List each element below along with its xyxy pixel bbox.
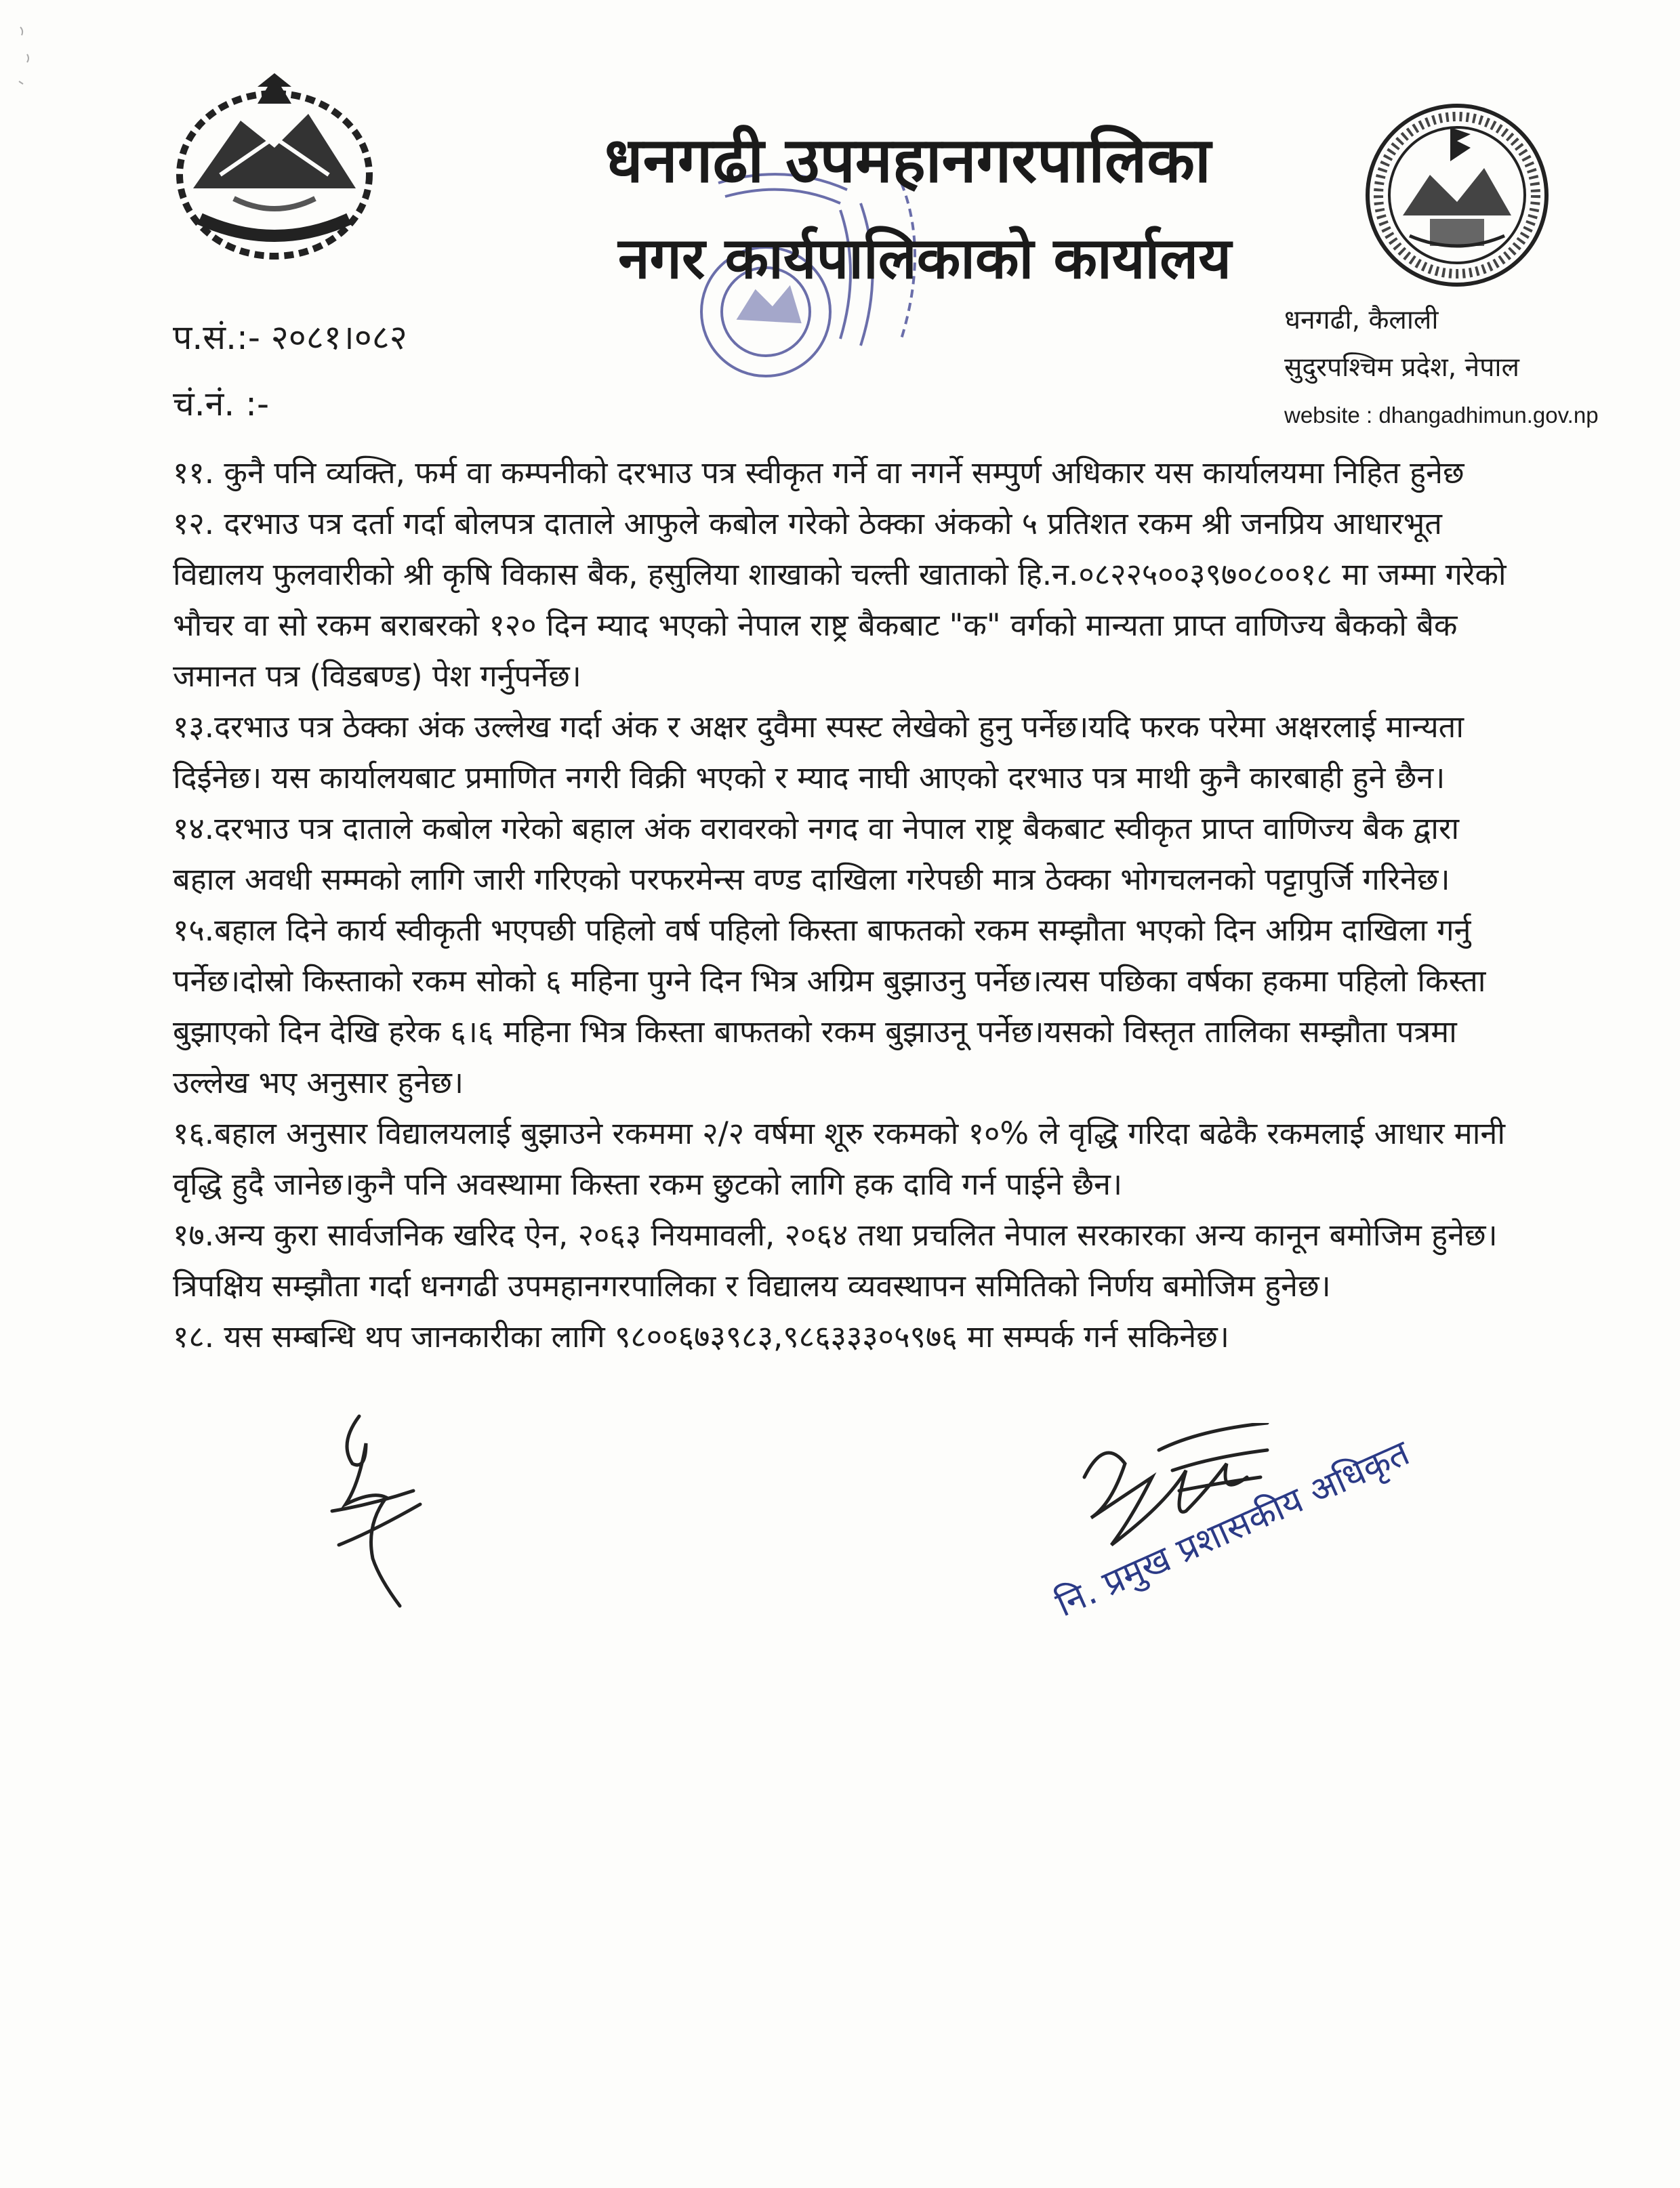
clause-12: १२. दरभाउ पत्र दर्ता गर्दा बोलपत्र दाताले आफुले कबोल गरेको ठेक्का अंकको ५ प्रतिशत रकम श्री जनप्रिय आधारभूत विद्यालय फुलवारीको श्री कृषि विकास बैक, हसुलिया शाखाको चल्ती खाताको हि.न.०८२२५००३९७०८००१८ मा जम्मा गरेको भौचर वा सो रकम बराबरको १२० दिन म्याद भएको नेपाल राष्ट्र बैकबाट "क" वर्गको मान्यता प्राप्त वाणिज्य बैकको बैक जमानत पत्र (विडबण्ड) पेश गर्नुपर्नेछ।	[173, 505, 1507, 694]
address-line-2: सुदुरपश्चिम प्रदेश, नेपाल	[1284, 352, 1519, 383]
website-link[interactable]: website : dhangadhimun.gov.np	[1284, 402, 1599, 428]
office-name: नगर कार्यपालिकाको कार्यालय	[618, 225, 1231, 291]
signatory-title: नि. प्रमुख प्रशासकीय अधिकृत	[1050, 1432, 1416, 1626]
left-signature	[319, 1409, 454, 1613]
address-line-1: धनगढी, कैलाली	[1284, 305, 1439, 335]
scan-speck	[14, 14, 54, 108]
letter-body	[173, 447, 1528, 1362]
clause-11: ११. कुनै पनि व्यक्ति, फर्म वा कम्पनीको दरभाउ पत्र स्वीकृत गर्ने वा नगर्ने सम्पुर्ण अधिकार यस कार्यालयमा निहित हुनेछ	[173, 455, 1464, 491]
clause-16: १६.बहाल अनुसार विद्यालयलाई बुझाउने रकममा २/२ वर्षमा शूरु रकमको १०% ले वृद्धि गरिदा बढेकै रकमलाई आधार मानी वृद्धि हुदै जानेछ।कुनै पनि अवस्थामा किस्ता रकम छुटको लागि हक दावि गर्न पाईने छैन।	[173, 1115, 1506, 1202]
municipality-name: धनगढी उपमहानगरपालिका	[605, 124, 1211, 197]
clause-17: १७.अन्य कुरा सार्वजनिक खरिद ऐन, २०६३ नियमावली, २०६४ तथा प्रचलित नेपाल सरकारका अन्य कानून बमोजिम हुनेछ।त्रिपक्षिय सम्झौता गर्दा धनगढी उपमहानगरपालिका र विद्यालय व्यवस्थापन समितिको निर्णय बमोजिम हुनेछ।	[173, 1217, 1498, 1304]
address-block	[1284, 297, 1599, 439]
clause-14: १४.दरभाउ पत्र दाताले कबोल गरेको बहाल अंक वरावरको नगद वा नेपाल राष्ट्र बैकबाट स्वीकृत प्राप्त वाणिज्य बैक द्वारा बहाल अवधी सम्मको लागि जारी गरिएको परफरमेन्स वण्ड दाखिला गरेपछी मात्र ठेक्का भोगचलनको पट्टापुर्जि गरिनेछ।	[173, 810, 1459, 897]
clause-15: १५.बहाल दिने कार्य स्वीकृती भएपछी पहिलो वर्ष पहिलो किस्ता बाफतको रकम सम्झौता भएको दिन अग्रिम दाखिला गर्नु पर्नेछ।दोस्रो किस्ताको रकम सोको ६ महिना पुग्ने दिन भित्र अग्रिम बुझाउनु पर्नेछ।त्यस पछिका वर्षका हकमा पहिलो किस्ता बुझाएको दिन देखि हरेक ६।६ महिना भित्र किस्ता बाफतको रकम बुझाउनू पर्नेछ।यसको विस्तृत तालिका सम्झौता पत्रमा उल्लेख भए अनुसार हुनेछ।	[173, 912, 1486, 1100]
clause-18: १८. यस सम्बन्धि थप जानकारीका लागि ९८००६७३९८३,९८६३३३०५९७६ मा सम्पर्क गर्न सकिनेछ।	[173, 1319, 1229, 1355]
dispatch-number: चं.नं. :-	[173, 384, 270, 424]
reference-number: प.सं.:- २०८१।०८२	[173, 318, 407, 357]
clause-13: १३.दरभाउ पत्र ठेक्का अंक उल्लेख गर्दा अंक र अक्षर दुवैमा स्पस्ट लेखेको हुनु पर्नेछ।यदि फरक परेमा अक्षरलाई मान्यता दिईनेछ। यस कार्यालयबाट प्रमाणित नगरी विक्री भएको र म्याद नाघी आएको दरभाउ पत्र माथी कुनै कारबाही हुने छैन।	[173, 709, 1464, 796]
